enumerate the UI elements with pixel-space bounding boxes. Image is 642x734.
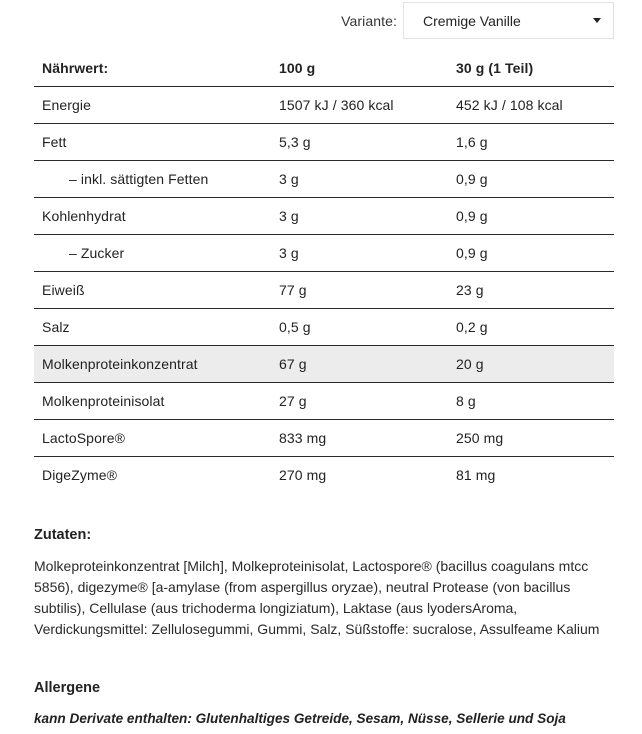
value-per-serving: 8 g — [456, 392, 476, 409]
value-per-serving: 0,9 g — [456, 244, 488, 261]
table-row — [34, 419, 614, 456]
header-per-serving: 30 g (1 Teil) — [456, 59, 534, 76]
value-per-serving: 452 kJ / 108 kcal — [456, 96, 563, 113]
table-row — [34, 308, 614, 345]
nutrient-name: Salz — [42, 318, 70, 335]
table-row — [34, 456, 614, 493]
nutrient-name: Energie — [42, 96, 91, 113]
value-per-serving: 1,6 g — [456, 133, 488, 150]
table-row-highlighted — [34, 345, 614, 382]
allergens-heading: Allergene — [34, 680, 101, 696]
value-per-100g: 67 g — [279, 355, 307, 372]
nutrition-table — [34, 50, 614, 493]
table-header-row — [34, 50, 614, 86]
table-row — [34, 160, 614, 197]
value-per-serving: 0,9 g — [456, 207, 488, 224]
nutrient-name: Molkenproteinkonzentrat — [42, 355, 198, 372]
value-per-100g: 27 g — [279, 392, 307, 409]
value-per-100g: 270 mg — [279, 466, 327, 483]
variant-dropdown[interactable] — [403, 2, 614, 39]
nutrient-name: Kohlenhydrat — [42, 207, 126, 224]
variant-label: Variante: — [341, 12, 397, 29]
value-per-serving: 0,2 g — [456, 318, 488, 335]
value-per-serving: 81 mg — [456, 466, 496, 483]
nutrient-name: Molkenproteinisolat — [42, 392, 165, 409]
value-per-100g: 3 g — [279, 207, 299, 224]
allergens-text: kann Derivate enthalten: Glutenhaltiges Getreide, Sesam, Nüsse, Sellerie und Soja — [34, 711, 566, 726]
value-per-100g: 1507 kJ / 360 kcal — [279, 96, 394, 113]
value-per-serving: 250 mg — [456, 429, 504, 446]
value-per-100g: 3 g — [279, 170, 299, 187]
value-per-serving: 20 g — [456, 355, 484, 372]
table-row — [34, 86, 614, 123]
nutrient-name: Fett — [42, 133, 67, 150]
nutrient-name: – Zucker — [69, 244, 125, 261]
caret-down-icon — [593, 18, 601, 23]
nutrient-name: – inkl. sättigten Fetten — [69, 170, 209, 187]
variant-selected-value: Cremige Vanille — [423, 12, 521, 29]
nutrient-name: Eiweiß — [42, 281, 85, 298]
variant-selector-row — [0, 2, 614, 39]
table-row — [34, 234, 614, 271]
nutrient-name: LactoSpore® — [42, 429, 126, 446]
table-row — [34, 123, 614, 160]
value-per-serving: 23 g — [456, 281, 484, 298]
value-per-100g: 3 g — [279, 244, 299, 261]
value-per-100g: 77 g — [279, 281, 307, 298]
header-per-100g: 100 g — [279, 59, 316, 76]
table-row — [34, 271, 614, 308]
value-per-serving: 0,9 g — [456, 170, 488, 187]
ingredients-text: Molkeproteinkonzentrat [Milch], Molkeproteinisolat, Lactospore® (bacillus coagulans mtcc 5856), digezyme® [a-amylase (from aspergillus oryzae), neutral Protease (von bacillus subtilis), Cellulase (aus trichoderma longiziatum), Laktase (aus lyodersAroma, Verdickungsmittel: Zellulosegummi, Gummi, Salz, Süßstoffe: sucralose, Assulfeame Kalium — [34, 558, 600, 637]
value-per-100g: 0,5 g — [279, 318, 311, 335]
value-per-100g: 5,3 g — [279, 133, 311, 150]
nutrient-name: DigeZyme® — [42, 466, 118, 483]
table-row — [34, 382, 614, 419]
value-per-100g: 833 mg — [279, 429, 327, 446]
ingredients-heading: Zutaten: — [34, 527, 92, 543]
table-row — [34, 197, 614, 234]
header-nutrient: Nährwert: — [42, 59, 109, 76]
